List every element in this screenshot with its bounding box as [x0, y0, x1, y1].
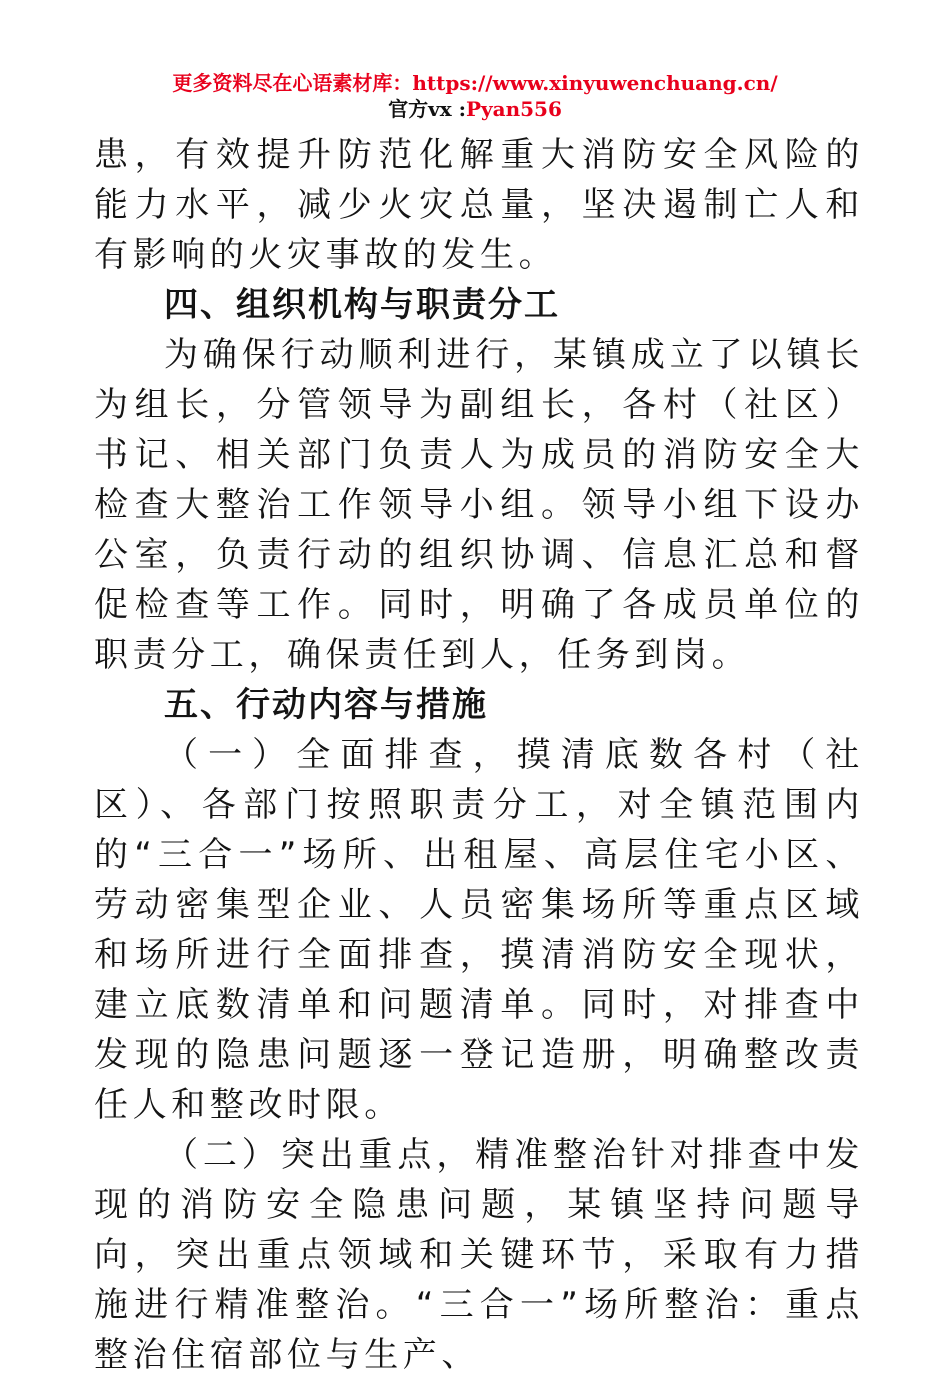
promo-url[interactable]: https://www.xinyuwenchuang.cn/ [412, 71, 778, 95]
wechat-label: 官方vx : [388, 97, 466, 121]
paragraph-rectification: （二）突出重点，精准整治针对排查中发现的消防安全隐患问题，某镇坚持问题导向，突出重点领域和关键环节，采取有力措施进行精准整治。“三合一”场所整治：重点整治住宿部位与生产、 [94, 1135, 864, 1375]
section-heading-5: 五、行动内容与措施 [164, 685, 488, 725]
paragraph-continuation: 患，有效提升防范化解重大消防安全风险的能力水平，减少火灾总量，坚决遏制亡人和有影响的火灾事故的发生。 [94, 135, 864, 275]
document-body [94, 130, 864, 1380]
paragraph-organization: 为确保行动顺利进行，某镇成立了以镇长为组长，分管领导为副组长，各村（社区）书记、相关部门负责人为成员的消防安全大检查大整治工作领导小组。领导小组下设办公室，负责行动的组织协调、信息汇总和督促检查等工作。同时，明确了各成员单位的职责分工，确保责任到人，任务到岗。 [94, 335, 864, 675]
wechat-id: Pyan556 [465, 97, 562, 121]
promo-prefix: 更多资料尽在心语素材库： [172, 71, 413, 95]
section-heading-4: 四、组织机构与职责分工 [164, 285, 560, 325]
promo-header [0, 70, 950, 96]
wechat-header [0, 96, 950, 122]
paragraph-investigation: （一）全面排查，摸清底数各村（社区）、各部门按照职责分工，对全镇范围内的“三合一”场所、出租屋、高层住宅小区、劳动密集型企业、人员密集场所等重点区域和场所进行全面排查，摸清消防安全现状，建立底数清单和问题清单。同时，对排查中发现的隐患问题逐一登记造册，明确整改责任人和整改时限。 [94, 735, 864, 1125]
